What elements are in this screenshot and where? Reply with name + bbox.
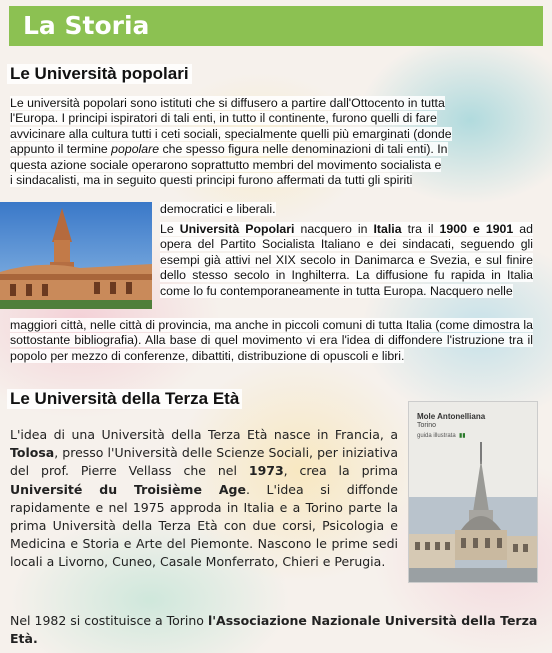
basilica-photo bbox=[0, 202, 152, 309]
section-heading-popolari: Le Università popolari bbox=[7, 64, 192, 84]
book-title: Mole Antonelliana bbox=[417, 412, 486, 421]
flag-icon: ▮▮ bbox=[459, 433, 466, 439]
popolari-detail-tail: maggiori città, nelle città di provincia, ma anche in piccoli comuni di tutta Italia (come dimostra la sottostante bibliografia). Alla base di quel movimento vi era l'idea di diffondere l'istruzione tra il popolo per mezzo di conferenze, dibattiti, distribuzione di opuscoli e libri. bbox=[10, 318, 533, 363]
book-subtitle: Torino bbox=[417, 422, 437, 429]
intro-paragraph: Le università popolari sono istituti che si diffusero a partire dall'Ottocento in tutta l'Europa. I principi ispiratori di tali enti, in tutto il continente, furono quelli di fare avvicinare alla cultura tutti i ceti sociali, specialmente quelli più emarginati (donde appunto il termine popolare che spesso figura nelle denominazioni di tali enti). In questa azione sociale operarono soprattutto membri del movimento socialista e i sindacalisti, ma in seguito questi principi furono affermati da tutti gli spiriti bbox=[10, 96, 452, 188]
book-author: guida illustrata bbox=[417, 433, 456, 439]
page-title: La Storia bbox=[9, 6, 543, 46]
closing-paragraph: Nel 1982 si costituisce a Torino l'Associazione Nazionale Università della Terza Età. bbox=[10, 613, 538, 647]
section-heading-terza-eta: Le Università della Terza Età bbox=[7, 389, 242, 409]
popolari-detail: Le Università Popolari nacquero in Italia tra il 1900 e 1901 ad opera del Partito Socialista Italiano e dei sindacati, seguendo gli esempi già attivi nel XIX secolo in Danimarca e Svezia, e sul finire dello stesso secolo in Inghilterra. La diffusione fu rapida in Italia come lo fu contemporaneamente in tutta Europa. Nacquero nelle bbox=[160, 222, 533, 298]
terza-eta-paragraph: L'idea di una Università della Terza Età nasce in Francia, a Tolosa, presso l'Università delle Scienze Sociali, per iniziativa del prof. Pierre Vellass che nel 1973, crea la prima Université du Troisième Age. L'idea si diffonde rapidamente e nel 1975 approda in Italia e a Torino parte la prima Università della Terza Età con due corsi, Psicologia e Medicina e Storia e Arte del Piemonte. Nascono le prime sedi locali a Livorno, Cuneo, Casale Monferrato, Chieri e Perugia. bbox=[10, 427, 398, 570]
mole-antonelliana-book-cover bbox=[409, 402, 537, 582]
intro-tail: democratici e liberali. bbox=[160, 202, 276, 216]
